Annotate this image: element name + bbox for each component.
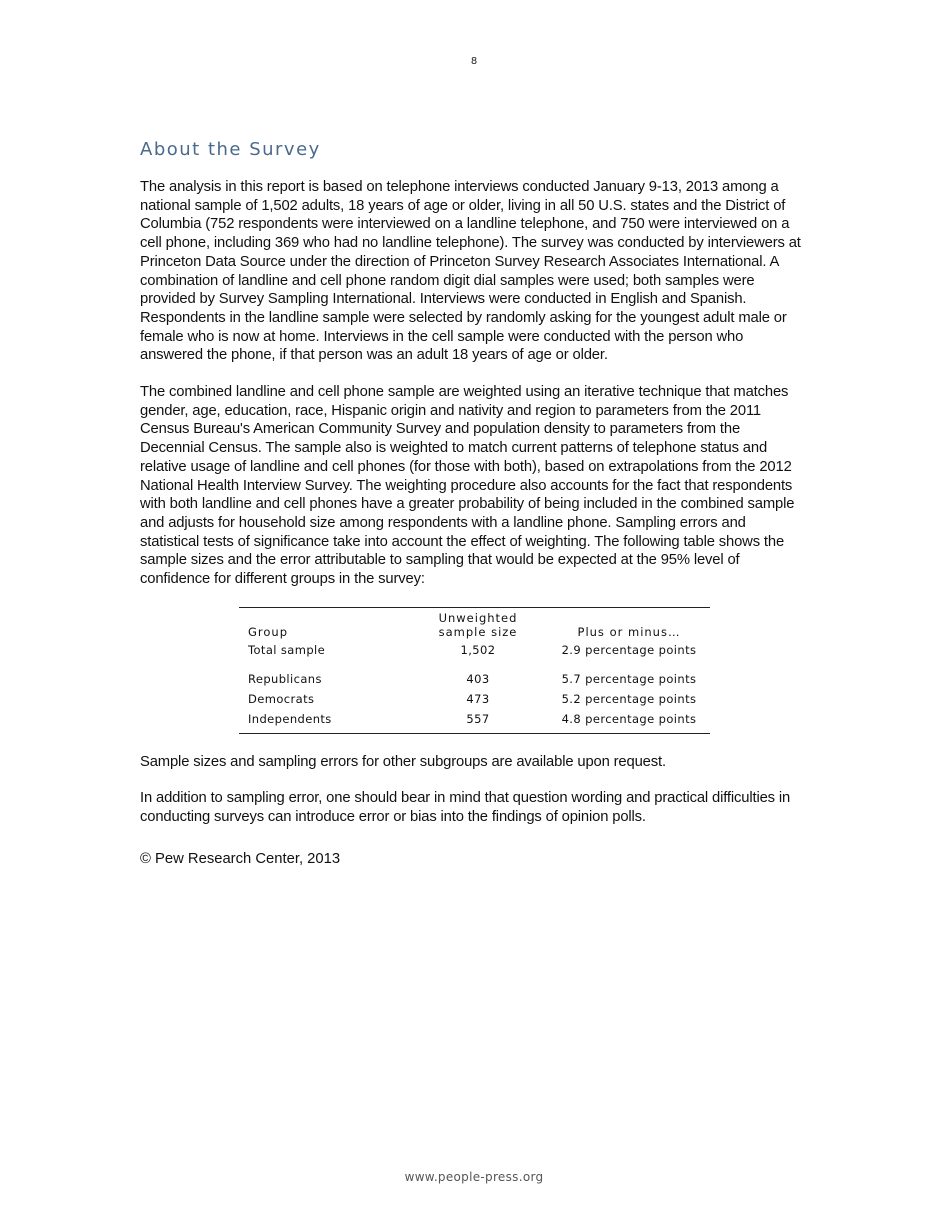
cell-group: Democrats [248, 691, 315, 706]
main-content [140, 139, 808, 867]
header-size-line1: Unweighted [438, 610, 518, 625]
sample-size-table-wrapper [239, 607, 710, 734]
cell-moe: 5.7 percentage points [561, 671, 697, 686]
table-row [239, 689, 710, 709]
header-sample-size [408, 607, 548, 639]
copyright: © Pew Research Center, 2013 [140, 850, 341, 867]
table-header-row [239, 607, 710, 639]
cell-group: Republicans [248, 671, 322, 686]
table-row [239, 639, 710, 665]
cell-moe: 5.2 percentage points [561, 691, 697, 706]
subgroups-note: Sample sizes and sampling errors for other subgroups are available upon request. [140, 753, 666, 770]
methodology-paragraph-1: The analysis in this report is based on telephone interviews conducted January 9-13, 2013 among a national sample of 1,502 adults, 18 years of age or older, living in all 50 U.S. states and the District of Columbia (752 respondents were interviewed on a landline telephone, and 750 were interviewed on a cell phone, including 369 who had no landline telephone). The survey was conducted by interviewers at Princeton Data Source under the direction of Princeton Survey Research Associates International. A combination of landline and cell phone random digit dial samples were used; both samples were provided by Survey Sampling International. Interviews were conducted in English and Spanish. Respondents in the landline sample were selected by randomly asking for the youngest adult male or female who is now at home. Interviews in the cell sample were conducted with the person who answered the phone, if that person was an adult 18 years of age or older. [140, 179, 801, 364]
section-title: About the Survey [140, 139, 321, 160]
footer-url[interactable]: www.people-press.org [404, 1170, 544, 1184]
header-size-line2: sample size [438, 624, 518, 639]
cell-moe: 4.8 percentage points [561, 711, 697, 726]
cell-size: 1,502 [460, 642, 496, 657]
sample-size-table [239, 607, 710, 734]
table-row [239, 665, 710, 689]
methodology-paragraph-2: The combined landline and cell phone sample are weighted using an iterative technique that matches gender, age, education, race, Hispanic origin and nativity and region to parameters from the 2011 Census Bureau's American Community Survey and population density to parameters from the Decennial Census. The sample also is weighted to match current patterns of telephone status and relative usage of landline and cell phones (for those with both), based on extrapolations from the 2012 National Health Interview Survey. The weighting procedure also accounts for the fact that respondents with both landline and cell phones have a greater probability of being included in the combined sample and adjusts for household size among respondents with a landline phone. Sampling errors and statistical tests of significance take into account the effect of weighting. The following table shows the sample sizes and the error attributable to sampling that would be expected at the 95% level of confidence for different groups in the survey: [140, 384, 795, 588]
cell-size: 403 [466, 671, 490, 686]
cell-moe: 2.9 percentage points [561, 642, 697, 657]
cell-group: Independents [248, 711, 332, 726]
cell-size: 557 [466, 711, 490, 726]
cell-group: Total sample [248, 642, 326, 657]
page-number: 8 [470, 56, 478, 67]
header-group: Group [248, 624, 289, 639]
header-margin-of-error: Plus or minus… [577, 624, 681, 639]
table-row [239, 709, 710, 734]
sampling-error-note: In addition to sampling error, one should bear in mind that question wording and practical difficulties in conducting surveys can introduce error or bias into the findings of opinion polls. [140, 790, 791, 826]
cell-size: 473 [466, 691, 490, 706]
